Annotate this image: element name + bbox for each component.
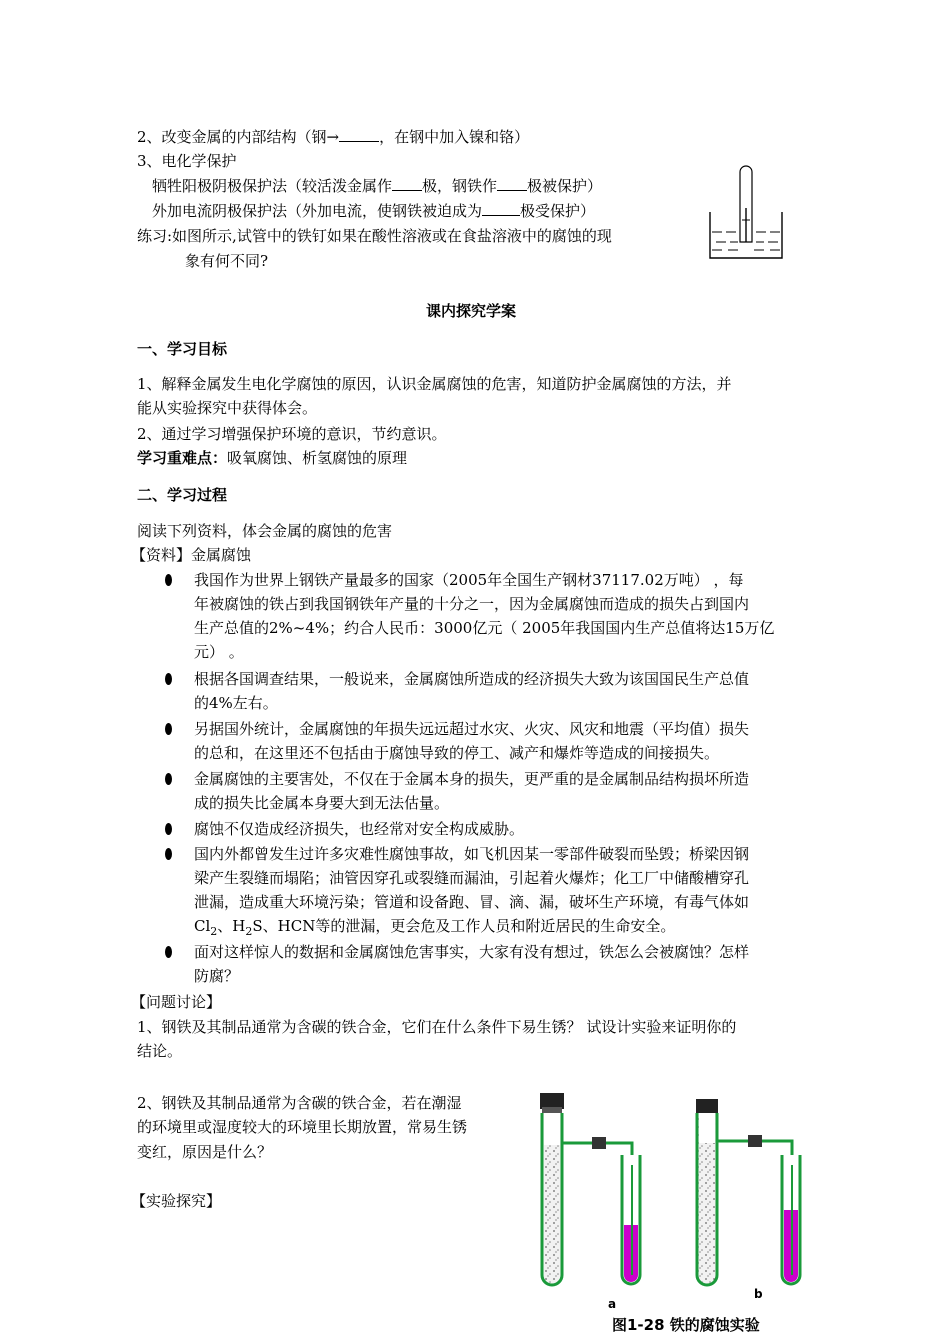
goal-item-1-line-1: 1、解释金属发生电化学腐蚀的原因，认识金属腐蚀的危害，知道防护金属腐蚀的方法，并 bbox=[137, 375, 732, 393]
goals-heading: 一、学习目标 bbox=[137, 340, 228, 358]
answer-blank bbox=[482, 201, 520, 216]
gas-h-subscript: 2 bbox=[245, 925, 253, 938]
bullet-dot bbox=[165, 574, 172, 586]
process-intro: 阅读下列资料，体会金属的腐蚀的危害 bbox=[137, 522, 393, 540]
bullet-dot bbox=[165, 723, 172, 735]
sacrificial-pre: 牺牲阳极阴极保护法（较活泼金属作 bbox=[152, 177, 393, 195]
sacrificial-anode-line bbox=[152, 174, 602, 198]
corrosion-experiment-figure bbox=[520, 1085, 830, 1340]
bullet-item-4 bbox=[194, 767, 816, 815]
experiment-tag: 【实验探究】 bbox=[131, 1192, 222, 1210]
question-2-line-3: 变红，原因是什么？ bbox=[137, 1143, 273, 1161]
answer-blank bbox=[339, 127, 379, 142]
apparatus-a bbox=[540, 1093, 640, 1311]
gas-rest: S、HCN等的泄漏，更会危及工作人员和附近居民的生命安全。 bbox=[252, 917, 676, 935]
bullet-1-line-2: 年被腐蚀的铁占到我国钢铁年产量的十分之一，因为金属腐蚀而造成的损失占到国内 bbox=[194, 595, 750, 613]
process-heading: 二、学习过程 bbox=[137, 486, 228, 504]
clamp-valve bbox=[592, 1137, 606, 1149]
label-b: b bbox=[754, 1287, 763, 1301]
bullet-item-6 bbox=[194, 842, 816, 938]
gas-cl: Cl bbox=[194, 917, 211, 935]
bullet-dot bbox=[165, 946, 172, 958]
key-points-label: 学习重难点： bbox=[137, 449, 228, 467]
gas-cl-subscript: 2 bbox=[210, 925, 218, 938]
bullet-4-line-1: 金属腐蚀的主要害处，不仅在于金属本身的损失，更严重的是金属制品结构损坏所造 bbox=[194, 770, 750, 788]
top-item-3: 3、电化学保护 bbox=[137, 152, 237, 170]
bullet-dot bbox=[165, 848, 172, 860]
bullet-3-line-2: 的总和，在这里还不包括由于腐蚀导致的停工、减产和爆炸等造成的间接损失。 bbox=[194, 744, 720, 762]
bullet-6-line-4 bbox=[194, 914, 816, 938]
goal-item-1 bbox=[137, 372, 817, 420]
bullet-7-line-1: 面对这样惊人的数据和金属腐蚀危害事实，大家有没有想过，铁怎么会被腐蚀？怎样 bbox=[194, 943, 750, 961]
key-points bbox=[137, 446, 407, 470]
bullet-6-line-1: 国内外都曾发生过许多灾难性腐蚀事故，如飞机因某一零部件破裂而坠毁；桥梁因钢 bbox=[194, 845, 750, 863]
key-points-text: 吸氧腐蚀、析氢腐蚀的原理 bbox=[227, 449, 408, 467]
bullet-6-line-3: 泄漏，造成重大环境污染；管道和设备跑、冒、滴、漏，破坏生产环境，有毒气体如 bbox=[194, 893, 750, 911]
discussion-tag: 【问题讨论】 bbox=[131, 993, 222, 1011]
section-title: 课内探究学案 bbox=[426, 302, 517, 320]
bullet-6-line-2: 梁产生裂缝而塌陷；油管因穿孔或裂缝而漏油，引起着火爆炸；化工厂中储酸槽穿孔 bbox=[194, 869, 750, 887]
top-item-2-pre: 2、改变金属的内部结构（钢→ bbox=[137, 128, 340, 146]
goal-item-1-line-2: 能从实验探究中获得体会。 bbox=[137, 399, 318, 417]
answer-blank bbox=[392, 176, 422, 191]
question-2-line-1: 2、钢铁及其制品通常为含碳的铁合金，若在潮湿 bbox=[137, 1094, 462, 1112]
answer-blank bbox=[497, 176, 527, 191]
bullet-2-line-1: 根据各国调查结果，一般说来，金属腐蚀所造成的经济损失大致为该国国民生产总值 bbox=[194, 670, 750, 688]
label-a: a bbox=[608, 1297, 617, 1311]
impressed-post: 极受保护） bbox=[520, 202, 596, 220]
sacrificial-mid: 极，钢铁作 bbox=[422, 177, 498, 195]
top-item-2 bbox=[137, 125, 529, 149]
top-item-2-post: ，在钢中加入镍和铬） bbox=[379, 128, 530, 146]
question-2-line-2: 的环境里或湿度较大的环境里长期放置，常易生锈 bbox=[137, 1118, 468, 1136]
exercise-line-2: 象有何不同? bbox=[185, 252, 269, 270]
figure-caption: 图1-28 铁的腐蚀实验 bbox=[612, 1316, 760, 1334]
bullet-1-line-3: 生产总值的2%~4%；约合人民币：3000亿元（ 2005年我国国内生产总值将达15万亿 bbox=[194, 619, 775, 637]
apparatus-b bbox=[696, 1099, 800, 1301]
impressed-current-line bbox=[152, 199, 595, 223]
question-1-line-2: 结论。 bbox=[137, 1042, 183, 1060]
gas-h: 、H bbox=[217, 917, 246, 935]
impressed-pre: 外加电流阴极保护法（外加电流，使钢铁被迫成为 bbox=[152, 202, 483, 220]
bullet-1-line-1: 我国作为世界上钢铁产量最多的国家（2005年全国生产钢材37117.02万吨） ，每 bbox=[194, 571, 744, 589]
bullet-item-2 bbox=[194, 667, 816, 715]
bullet-item-5 bbox=[194, 817, 816, 841]
bullet-item-1 bbox=[194, 568, 816, 664]
bullet-5-line-1: 腐蚀不仅造成经济损失，也经常对安全构成威胁。 bbox=[194, 820, 525, 838]
bullet-4-line-2: 成的损失比金属本身要大到无法估量。 bbox=[194, 794, 450, 812]
bullet-3-line-1: 另据国外统计，金属腐蚀的年损失远远超过水灾、火灾、风灾和地震（平均值）损失 bbox=[194, 720, 750, 738]
test-tube-beaker-diagram bbox=[700, 160, 790, 265]
question-1-line-1: 1、钢铁及其制品通常为含碳的铁合金，它们在什么条件下易生锈？ 试设计实验来证明你的 bbox=[137, 1018, 737, 1036]
sacrificial-post: 极被保护） bbox=[527, 177, 603, 195]
rubber-stopper bbox=[696, 1099, 718, 1113]
rubber-stopper bbox=[540, 1093, 564, 1109]
material-tag: 【资料】金属腐蚀 bbox=[131, 546, 252, 564]
bullet-dot bbox=[165, 673, 172, 685]
exercise-line-1: 练习:如图所示,试管中的铁钉如果在酸性溶液或在食盐溶液中的腐蚀的现 bbox=[137, 227, 612, 245]
bullet-1-line-4: 元） 。 bbox=[194, 643, 244, 661]
clamp-valve bbox=[748, 1135, 762, 1147]
bullet-dot bbox=[165, 823, 172, 835]
goal-item-2: 2、通过学习增强保护环境的意识，节约意识。 bbox=[137, 425, 447, 443]
bullet-item-7 bbox=[194, 940, 816, 988]
bullet-7-line-2: 防腐？ bbox=[194, 967, 240, 985]
question-1 bbox=[137, 1015, 817, 1063]
bullet-item-3 bbox=[194, 717, 816, 765]
bullet-2-line-2: 的4%左右。 bbox=[194, 694, 278, 712]
bullet-dot bbox=[165, 773, 172, 785]
